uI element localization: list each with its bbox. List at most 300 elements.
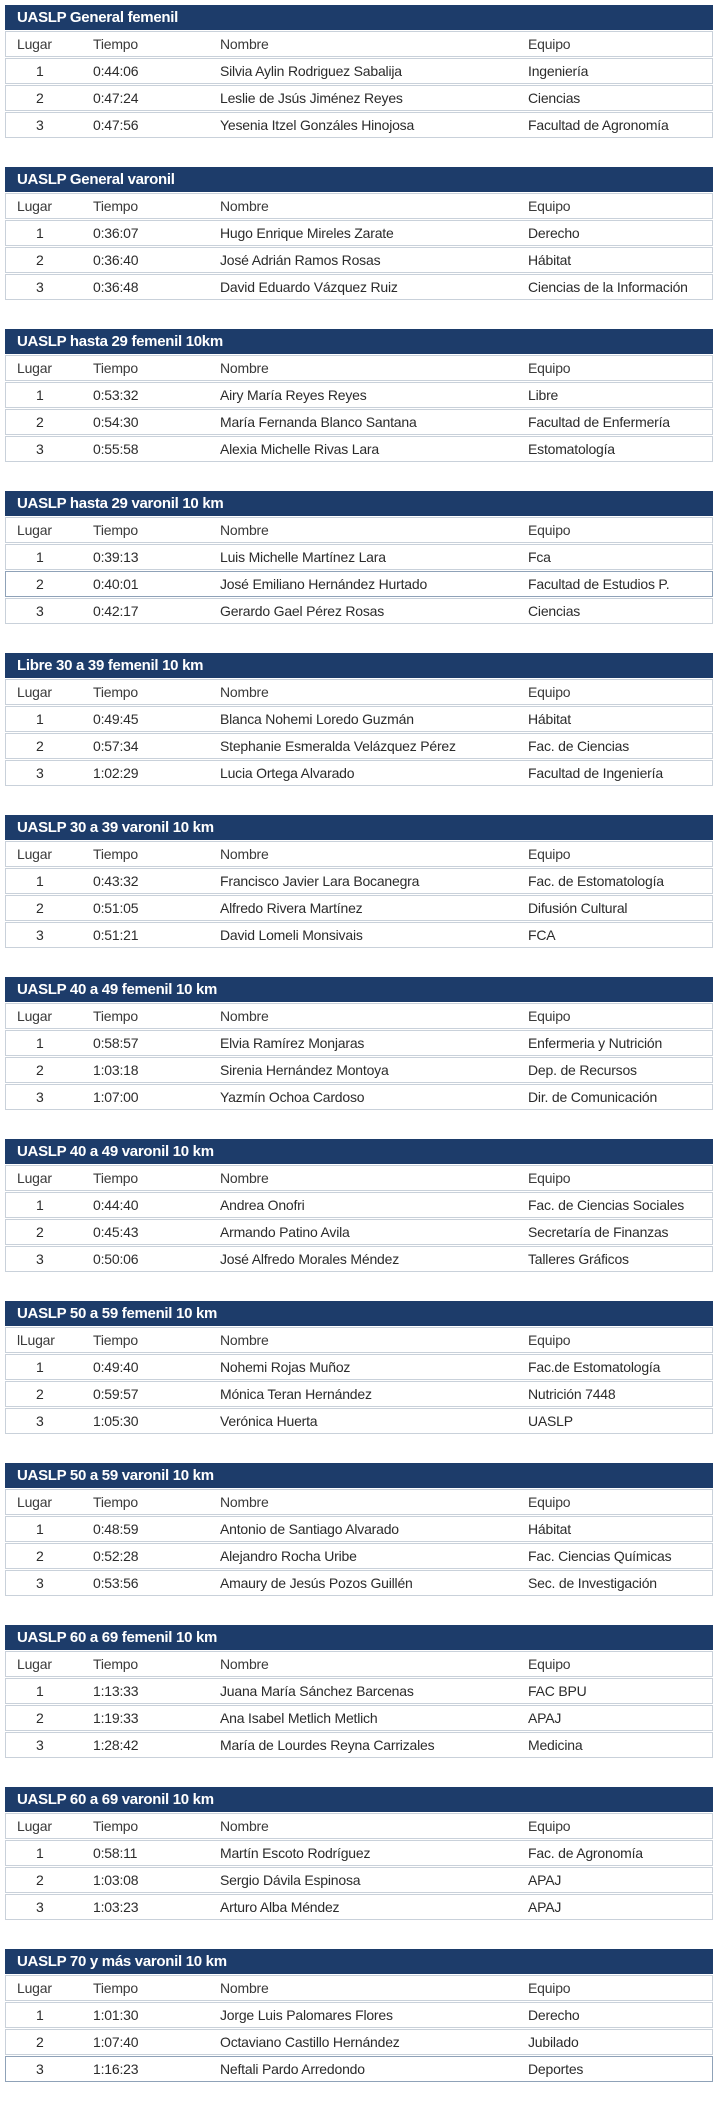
table-row [5, 1678, 713, 1704]
column-header-equipo: Equipo [528, 360, 571, 376]
cell-lugar: 1 [36, 711, 44, 727]
cell-nombre: Hugo Enrique Mireles Zarate [220, 225, 394, 241]
cell-tiempo: 0:48:59 [93, 1521, 139, 1537]
table-body [5, 382, 713, 462]
cell-tiempo: 0:58:57 [93, 1035, 139, 1051]
results-section [5, 1949, 713, 2111]
cell-nombre: Ana Isabel Metlich Metlich [220, 1710, 378, 1726]
cell-tiempo: 0:53:32 [93, 387, 139, 403]
table-row [5, 1516, 713, 1542]
section-title: Libre 30 a 39 femenil 10 km [5, 653, 713, 678]
table-row [5, 1057, 713, 1083]
column-header-lugar: Lugar [17, 1008, 52, 1024]
cell-lugar: 1 [36, 873, 44, 889]
table-header-row [5, 517, 713, 543]
table-row [5, 1543, 713, 1569]
table-row [5, 922, 713, 948]
column-header-nombre: Nombre [220, 1332, 269, 1348]
section-title: UASLP 40 a 49 femenil 10 km [5, 977, 713, 1002]
cell-equipo: Fac. de Agronomía [528, 1845, 643, 1861]
cell-tiempo: 0:53:56 [93, 1575, 139, 1591]
table-body [5, 544, 713, 624]
column-header-tiempo: Tiempo [93, 1332, 138, 1348]
cell-lugar: 2 [36, 414, 44, 430]
results-section [5, 5, 713, 167]
column-header-tiempo: Tiempo [93, 1656, 138, 1672]
table-body [5, 220, 713, 300]
cell-equipo: Hábitat [528, 711, 571, 727]
table-row [5, 571, 713, 597]
table-row [5, 544, 713, 570]
cell-lugar: 1 [36, 387, 44, 403]
cell-equipo: Hábitat [528, 252, 571, 268]
cell-equipo: Estomatología [528, 441, 615, 457]
cell-equipo: Sec. de Investigación [528, 1575, 657, 1591]
cell-lugar: 2 [36, 252, 44, 268]
table-header-row [5, 1489, 713, 1515]
cell-nombre: Airy María Reyes Reyes [220, 387, 367, 403]
table-row [5, 1192, 713, 1218]
cell-equipo: Hábitat [528, 1521, 571, 1537]
cell-lugar: 3 [36, 1251, 44, 1267]
cell-lugar: 1 [36, 2007, 44, 2023]
section-title: UASLP hasta 29 femenil 10km [5, 329, 713, 354]
cell-nombre: Elvia Ramírez Monjaras [220, 1035, 365, 1051]
cell-nombre: Silvia Aylin Rodriguez Sabalija [220, 63, 402, 79]
cell-nombre: Andrea Onofri [220, 1197, 305, 1213]
column-header-nombre: Nombre [220, 1170, 269, 1186]
table-row [5, 85, 713, 111]
column-header-equipo: Equipo [528, 522, 571, 538]
cell-equipo: Facultad de Estudios P. [528, 576, 670, 592]
cell-nombre: Nohemi Rojas Muñoz [220, 1359, 351, 1375]
column-header-equipo: Equipo [528, 1818, 571, 1834]
cell-tiempo: 0:47:24 [93, 90, 139, 106]
table-row [5, 2056, 713, 2082]
column-header-lugar: lLugar [17, 1332, 55, 1348]
section-title: UASLP 60 a 69 femenil 10 km [5, 1625, 713, 1650]
table-header-row [5, 1165, 713, 1191]
table-row [5, 1084, 713, 1110]
column-header-lugar: Lugar [17, 1818, 52, 1834]
column-header-equipo: Equipo [528, 1170, 571, 1186]
cell-lugar: 1 [36, 549, 44, 565]
cell-equipo: Ingeniería [528, 63, 589, 79]
cell-tiempo: 0:49:45 [93, 711, 139, 727]
column-header-tiempo: Tiempo [93, 846, 138, 862]
cell-equipo: Fac.de Estomatología [528, 1359, 661, 1375]
column-header-lugar: Lugar [17, 36, 52, 52]
cell-tiempo: 1:13:33 [93, 1683, 139, 1699]
cell-tiempo: 1:03:08 [93, 1872, 139, 1888]
cell-lugar: 2 [36, 1224, 44, 1240]
table-row [5, 382, 713, 408]
table-header-row [5, 1813, 713, 1839]
cell-nombre: Francisco Javier Lara Bocanegra [220, 873, 420, 889]
results-section [5, 491, 713, 653]
cell-equipo: APAJ [528, 1872, 562, 1888]
cell-tiempo: 1:01:30 [93, 2007, 139, 2023]
table-header-row [5, 841, 713, 867]
cell-nombre: Sirenia Hernández Montoya [220, 1062, 389, 1078]
cell-lugar: 3 [36, 765, 44, 781]
results-section [5, 1301, 713, 1463]
table-row [5, 2029, 713, 2055]
cell-lugar: 3 [36, 1089, 44, 1105]
column-header-nombre: Nombre [220, 1656, 269, 1672]
cell-tiempo: 0:36:07 [93, 225, 139, 241]
cell-nombre: Stephanie Esmeralda Velázquez Pérez [220, 738, 456, 754]
table-row [5, 1381, 713, 1407]
column-header-lugar: Lugar [17, 1980, 52, 1996]
table-row [5, 1570, 713, 1596]
column-header-tiempo: Tiempo [93, 1008, 138, 1024]
section-title: UASLP hasta 29 varonil 10 km [5, 491, 713, 516]
cell-equipo: Nutrición 7448 [528, 1386, 616, 1402]
cell-tiempo: 0:45:43 [93, 1224, 139, 1240]
cell-nombre: Armando Patino Avila [220, 1224, 350, 1240]
table-row [5, 1246, 713, 1272]
cell-nombre: Verónica Huerta [220, 1413, 318, 1429]
cell-tiempo: 0:52:28 [93, 1548, 139, 1564]
column-header-nombre: Nombre [220, 36, 269, 52]
cell-tiempo: 1:03:18 [93, 1062, 139, 1078]
cell-nombre: David Eduardo Vázquez Ruiz [220, 279, 398, 295]
column-header-tiempo: Tiempo [93, 36, 138, 52]
cell-nombre: José Alfredo Morales Méndez [220, 1251, 400, 1267]
table-row [5, 58, 713, 84]
table-row [5, 436, 713, 462]
cell-tiempo: 0:55:58 [93, 441, 139, 457]
cell-tiempo: 0:54:30 [93, 414, 139, 430]
cell-equipo: FCA [528, 927, 556, 943]
cell-tiempo: 0:51:05 [93, 900, 139, 916]
cell-lugar: 2 [36, 1548, 44, 1564]
table-row [5, 733, 713, 759]
table-body [5, 1030, 713, 1110]
table-body [5, 1678, 713, 1758]
cell-lugar: 3 [36, 117, 44, 133]
results-section [5, 653, 713, 815]
cell-equipo: Derecho [528, 2007, 580, 2023]
cell-lugar: 3 [36, 927, 44, 943]
column-header-lugar: Lugar [17, 198, 52, 214]
cell-lugar: 3 [36, 603, 44, 619]
cell-nombre: Amaury de Jesús Pozos Guillén [220, 1575, 413, 1591]
cell-nombre: Juana María Sánchez Barcenas [220, 1683, 414, 1699]
section-title: UASLP 50 a 59 varonil 10 km [5, 1463, 713, 1488]
cell-tiempo: 1:19:33 [93, 1710, 139, 1726]
cell-lugar: 3 [36, 1899, 44, 1915]
results-section [5, 167, 713, 329]
table-header-row [5, 355, 713, 381]
section-title: UASLP 50 a 59 femenil 10 km [5, 1301, 713, 1326]
cell-lugar: 2 [36, 1062, 44, 1078]
cell-equipo: Difusión Cultural [528, 900, 628, 916]
results-section [5, 1787, 713, 1949]
cell-nombre: Antonio de Santiago Alvarado [220, 1521, 399, 1537]
results-list [5, 5, 713, 2111]
column-header-nombre: Nombre [220, 684, 269, 700]
cell-equipo: Medicina [528, 1737, 583, 1753]
results-section [5, 1463, 713, 1625]
cell-nombre: David Lomeli Monsivais [220, 927, 363, 943]
cell-tiempo: 1:02:29 [93, 765, 139, 781]
table-row [5, 706, 713, 732]
cell-equipo: APAJ [528, 1710, 562, 1726]
column-header-lugar: Lugar [17, 1494, 52, 1510]
cell-lugar: 1 [36, 225, 44, 241]
table-row [5, 1030, 713, 1056]
table-row [5, 1705, 713, 1731]
column-header-nombre: Nombre [220, 1980, 269, 1996]
column-header-equipo: Equipo [528, 1494, 571, 1510]
cell-nombre: Arturo Alba Méndez [220, 1899, 340, 1915]
table-row [5, 1219, 713, 1245]
cell-nombre: María de Lourdes Reyna Carrizales [220, 1737, 435, 1753]
column-header-lugar: Lugar [17, 846, 52, 862]
table-row [5, 1867, 713, 1893]
cell-nombre: Alexia Michelle Rivas Lara [220, 441, 379, 457]
cell-lugar: 3 [36, 1413, 44, 1429]
table-header-row [5, 193, 713, 219]
column-header-tiempo: Tiempo [93, 684, 138, 700]
cell-lugar: 2 [36, 738, 44, 754]
cell-lugar: 3 [36, 1737, 44, 1753]
column-header-nombre: Nombre [220, 360, 269, 376]
cell-tiempo: 0:36:48 [93, 279, 139, 295]
cell-equipo: Fca [528, 549, 551, 565]
column-header-nombre: Nombre [220, 198, 269, 214]
cell-lugar: 1 [36, 1197, 44, 1213]
cell-lugar: 2 [36, 1872, 44, 1888]
table-body [5, 2002, 713, 2082]
cell-tiempo: 0:44:06 [93, 63, 139, 79]
column-header-tiempo: Tiempo [93, 360, 138, 376]
table-row [5, 274, 713, 300]
table-header-row [5, 679, 713, 705]
cell-nombre: Alejandro Rocha Uribe [220, 1548, 357, 1564]
cell-equipo: Fac. de Ciencias [528, 738, 630, 754]
column-header-lugar: Lugar [17, 1170, 52, 1186]
results-section [5, 815, 713, 977]
column-header-tiempo: Tiempo [93, 1170, 138, 1186]
table-row [5, 760, 713, 786]
cell-tiempo: 0:57:34 [93, 738, 139, 754]
column-header-tiempo: Tiempo [93, 1494, 138, 1510]
cell-nombre: Neftali Pardo Arredondo [220, 2061, 365, 2077]
column-header-tiempo: Tiempo [93, 1980, 138, 1996]
cell-equipo: Dir. de Comunicación [528, 1089, 658, 1105]
column-header-equipo: Equipo [528, 846, 571, 862]
table-body [5, 868, 713, 948]
table-row [5, 2002, 713, 2028]
table-row [5, 868, 713, 894]
table-row [5, 112, 713, 138]
table-header-row [5, 1975, 713, 2001]
cell-tiempo: 0:59:57 [93, 1386, 139, 1402]
cell-tiempo: 0:49:40 [93, 1359, 139, 1375]
cell-equipo: Secretaría de Finanzas [528, 1224, 669, 1240]
table-header-row [5, 1327, 713, 1353]
section-title: UASLP 30 a 39 varonil 10 km [5, 815, 713, 840]
results-section [5, 977, 713, 1139]
cell-nombre: Lucia Ortega Alvarado [220, 765, 355, 781]
cell-equipo: FAC BPU [528, 1683, 587, 1699]
cell-nombre: María Fernanda Blanco Santana [220, 414, 417, 430]
column-header-equipo: Equipo [528, 684, 571, 700]
section-title: UASLP General femenil [5, 5, 713, 30]
cell-tiempo: 1:07:00 [93, 1089, 139, 1105]
column-header-lugar: Lugar [17, 684, 52, 700]
table-row [5, 409, 713, 435]
cell-nombre: Jorge Luis Palomares Flores [220, 2007, 393, 2023]
table-row [5, 1408, 713, 1434]
cell-equipo: Ciencias [528, 603, 581, 619]
cell-lugar: 2 [36, 90, 44, 106]
cell-nombre: Blanca Nohemi Loredo Guzmán [220, 711, 414, 727]
table-body [5, 1192, 713, 1272]
cell-nombre: Luis Michelle Martínez Lara [220, 549, 386, 565]
cell-equipo: Derecho [528, 225, 580, 241]
cell-nombre: Leslie de Jsús Jiménez Reyes [220, 90, 403, 106]
cell-nombre: Sergio Dávila Espinosa [220, 1872, 361, 1888]
cell-tiempo: 0:40:01 [93, 576, 139, 592]
cell-nombre: Gerardo Gael Pérez Rosas [220, 603, 385, 619]
cell-tiempo: 0:36:40 [93, 252, 139, 268]
table-header-row [5, 31, 713, 57]
table-row [5, 598, 713, 624]
column-header-equipo: Equipo [528, 36, 571, 52]
table-row [5, 895, 713, 921]
cell-equipo: Fac. de Ciencias Sociales [528, 1197, 685, 1213]
column-header-equipo: Equipo [528, 1656, 571, 1672]
section-title: UASLP General varonil [5, 167, 713, 192]
section-title: UASLP 60 a 69 varonil 10 km [5, 1787, 713, 1812]
cell-lugar: 1 [36, 1359, 44, 1375]
table-header-row [5, 1003, 713, 1029]
cell-tiempo: 1:16:23 [93, 2061, 139, 2077]
cell-nombre: José Adrián Ramos Rosas [220, 252, 381, 268]
cell-lugar: 1 [36, 1035, 44, 1051]
cell-tiempo: 1:05:30 [93, 1413, 139, 1429]
table-row [5, 1354, 713, 1380]
column-header-lugar: Lugar [17, 1656, 52, 1672]
cell-nombre: Alfredo Rivera Martínez [220, 900, 363, 916]
table-row [5, 1732, 713, 1758]
cell-lugar: 2 [36, 900, 44, 916]
cell-equipo: Libre [528, 387, 559, 403]
cell-equipo: Fac. Ciencias Químicas [528, 1548, 672, 1564]
column-header-tiempo: Tiempo [93, 1818, 138, 1834]
cell-lugar: 2 [36, 1386, 44, 1402]
cell-equipo: UASLP [528, 1413, 573, 1429]
cell-nombre: Mónica Teran Hernández [220, 1386, 372, 1402]
column-header-tiempo: Tiempo [93, 522, 138, 538]
cell-tiempo: 0:44:40 [93, 1197, 139, 1213]
cell-equipo: Dep. de Recursos [528, 1062, 637, 1078]
column-header-tiempo: Tiempo [93, 198, 138, 214]
cell-nombre: José Emiliano Hernández Hurtado [220, 576, 428, 592]
cell-equipo: Facultad de Enfermería [528, 414, 670, 430]
cell-equipo: Enfermeria y Nutrición [528, 1035, 663, 1051]
column-header-equipo: Equipo [528, 1008, 571, 1024]
cell-equipo: Deportes [528, 2061, 584, 2077]
results-section [5, 329, 713, 491]
cell-lugar: 3 [36, 279, 44, 295]
cell-lugar: 2 [36, 2034, 44, 2050]
table-body [5, 1516, 713, 1596]
cell-tiempo: 0:58:11 [93, 1845, 138, 1861]
cell-tiempo: 0:39:13 [93, 549, 139, 565]
cell-tiempo: 0:43:32 [93, 873, 139, 889]
cell-equipo: Fac. de Estomatología [528, 873, 664, 889]
column-header-nombre: Nombre [220, 846, 269, 862]
cell-tiempo: 0:42:17 [93, 603, 139, 619]
column-header-equipo: Equipo [528, 198, 571, 214]
cell-equipo: Talleres Gráficos [528, 1251, 629, 1267]
column-header-nombre: Nombre [220, 1008, 269, 1024]
cell-lugar: 2 [36, 576, 44, 592]
column-header-nombre: Nombre [220, 522, 269, 538]
column-header-lugar: Lugar [17, 360, 52, 376]
column-header-nombre: Nombre [220, 1494, 269, 1510]
table-body [5, 1840, 713, 1920]
table-body [5, 58, 713, 138]
cell-tiempo: 1:03:23 [93, 1899, 139, 1915]
cell-lugar: 1 [36, 1845, 44, 1861]
cell-lugar: 1 [36, 1521, 44, 1537]
cell-equipo: APAJ [528, 1899, 562, 1915]
cell-tiempo: 0:51:21 [93, 927, 139, 943]
cell-lugar: 1 [36, 63, 44, 79]
cell-tiempo: 1:07:40 [93, 2034, 139, 2050]
table-row [5, 220, 713, 246]
results-section [5, 1139, 713, 1301]
column-header-equipo: Equipo [528, 1980, 571, 1996]
cell-lugar: 2 [36, 1710, 44, 1726]
cell-nombre: Martín Escoto Rodríguez [220, 1845, 371, 1861]
table-body [5, 706, 713, 786]
cell-lugar: 1 [36, 1683, 44, 1699]
column-header-equipo: Equipo [528, 1332, 571, 1348]
cell-tiempo: 0:47:56 [93, 117, 139, 133]
cell-nombre: Yesenia Itzel Gonzáles Hinojosa [220, 117, 415, 133]
section-title: UASLP 40 a 49 varonil 10 km [5, 1139, 713, 1164]
cell-equipo: Jubilado [528, 2034, 579, 2050]
column-header-lugar: Lugar [17, 522, 52, 538]
cell-tiempo: 0:50:06 [93, 1251, 139, 1267]
cell-tiempo: 1:28:42 [93, 1737, 139, 1753]
table-body [5, 1354, 713, 1434]
cell-equipo: Facultad de Agronomía [528, 117, 669, 133]
table-row [5, 1840, 713, 1866]
cell-lugar: 3 [36, 1575, 44, 1591]
results-section [5, 1625, 713, 1787]
section-title: UASLP 70 y más varonil 10 km [5, 1949, 713, 1974]
cell-lugar: 3 [36, 441, 44, 457]
cell-equipo: Facultad de Ingeniería [528, 765, 663, 781]
cell-nombre: Octaviano Castillo Hernández [220, 2034, 400, 2050]
table-header-row [5, 1651, 713, 1677]
table-row [5, 247, 713, 273]
cell-nombre: Yazmín Ochoa Cardoso [220, 1089, 365, 1105]
cell-equipo: Ciencias [528, 90, 581, 106]
column-header-nombre: Nombre [220, 1818, 269, 1834]
cell-equipo: Ciencias de la Información [528, 279, 688, 295]
cell-lugar: 3 [36, 2061, 44, 2077]
table-row [5, 1894, 713, 1920]
